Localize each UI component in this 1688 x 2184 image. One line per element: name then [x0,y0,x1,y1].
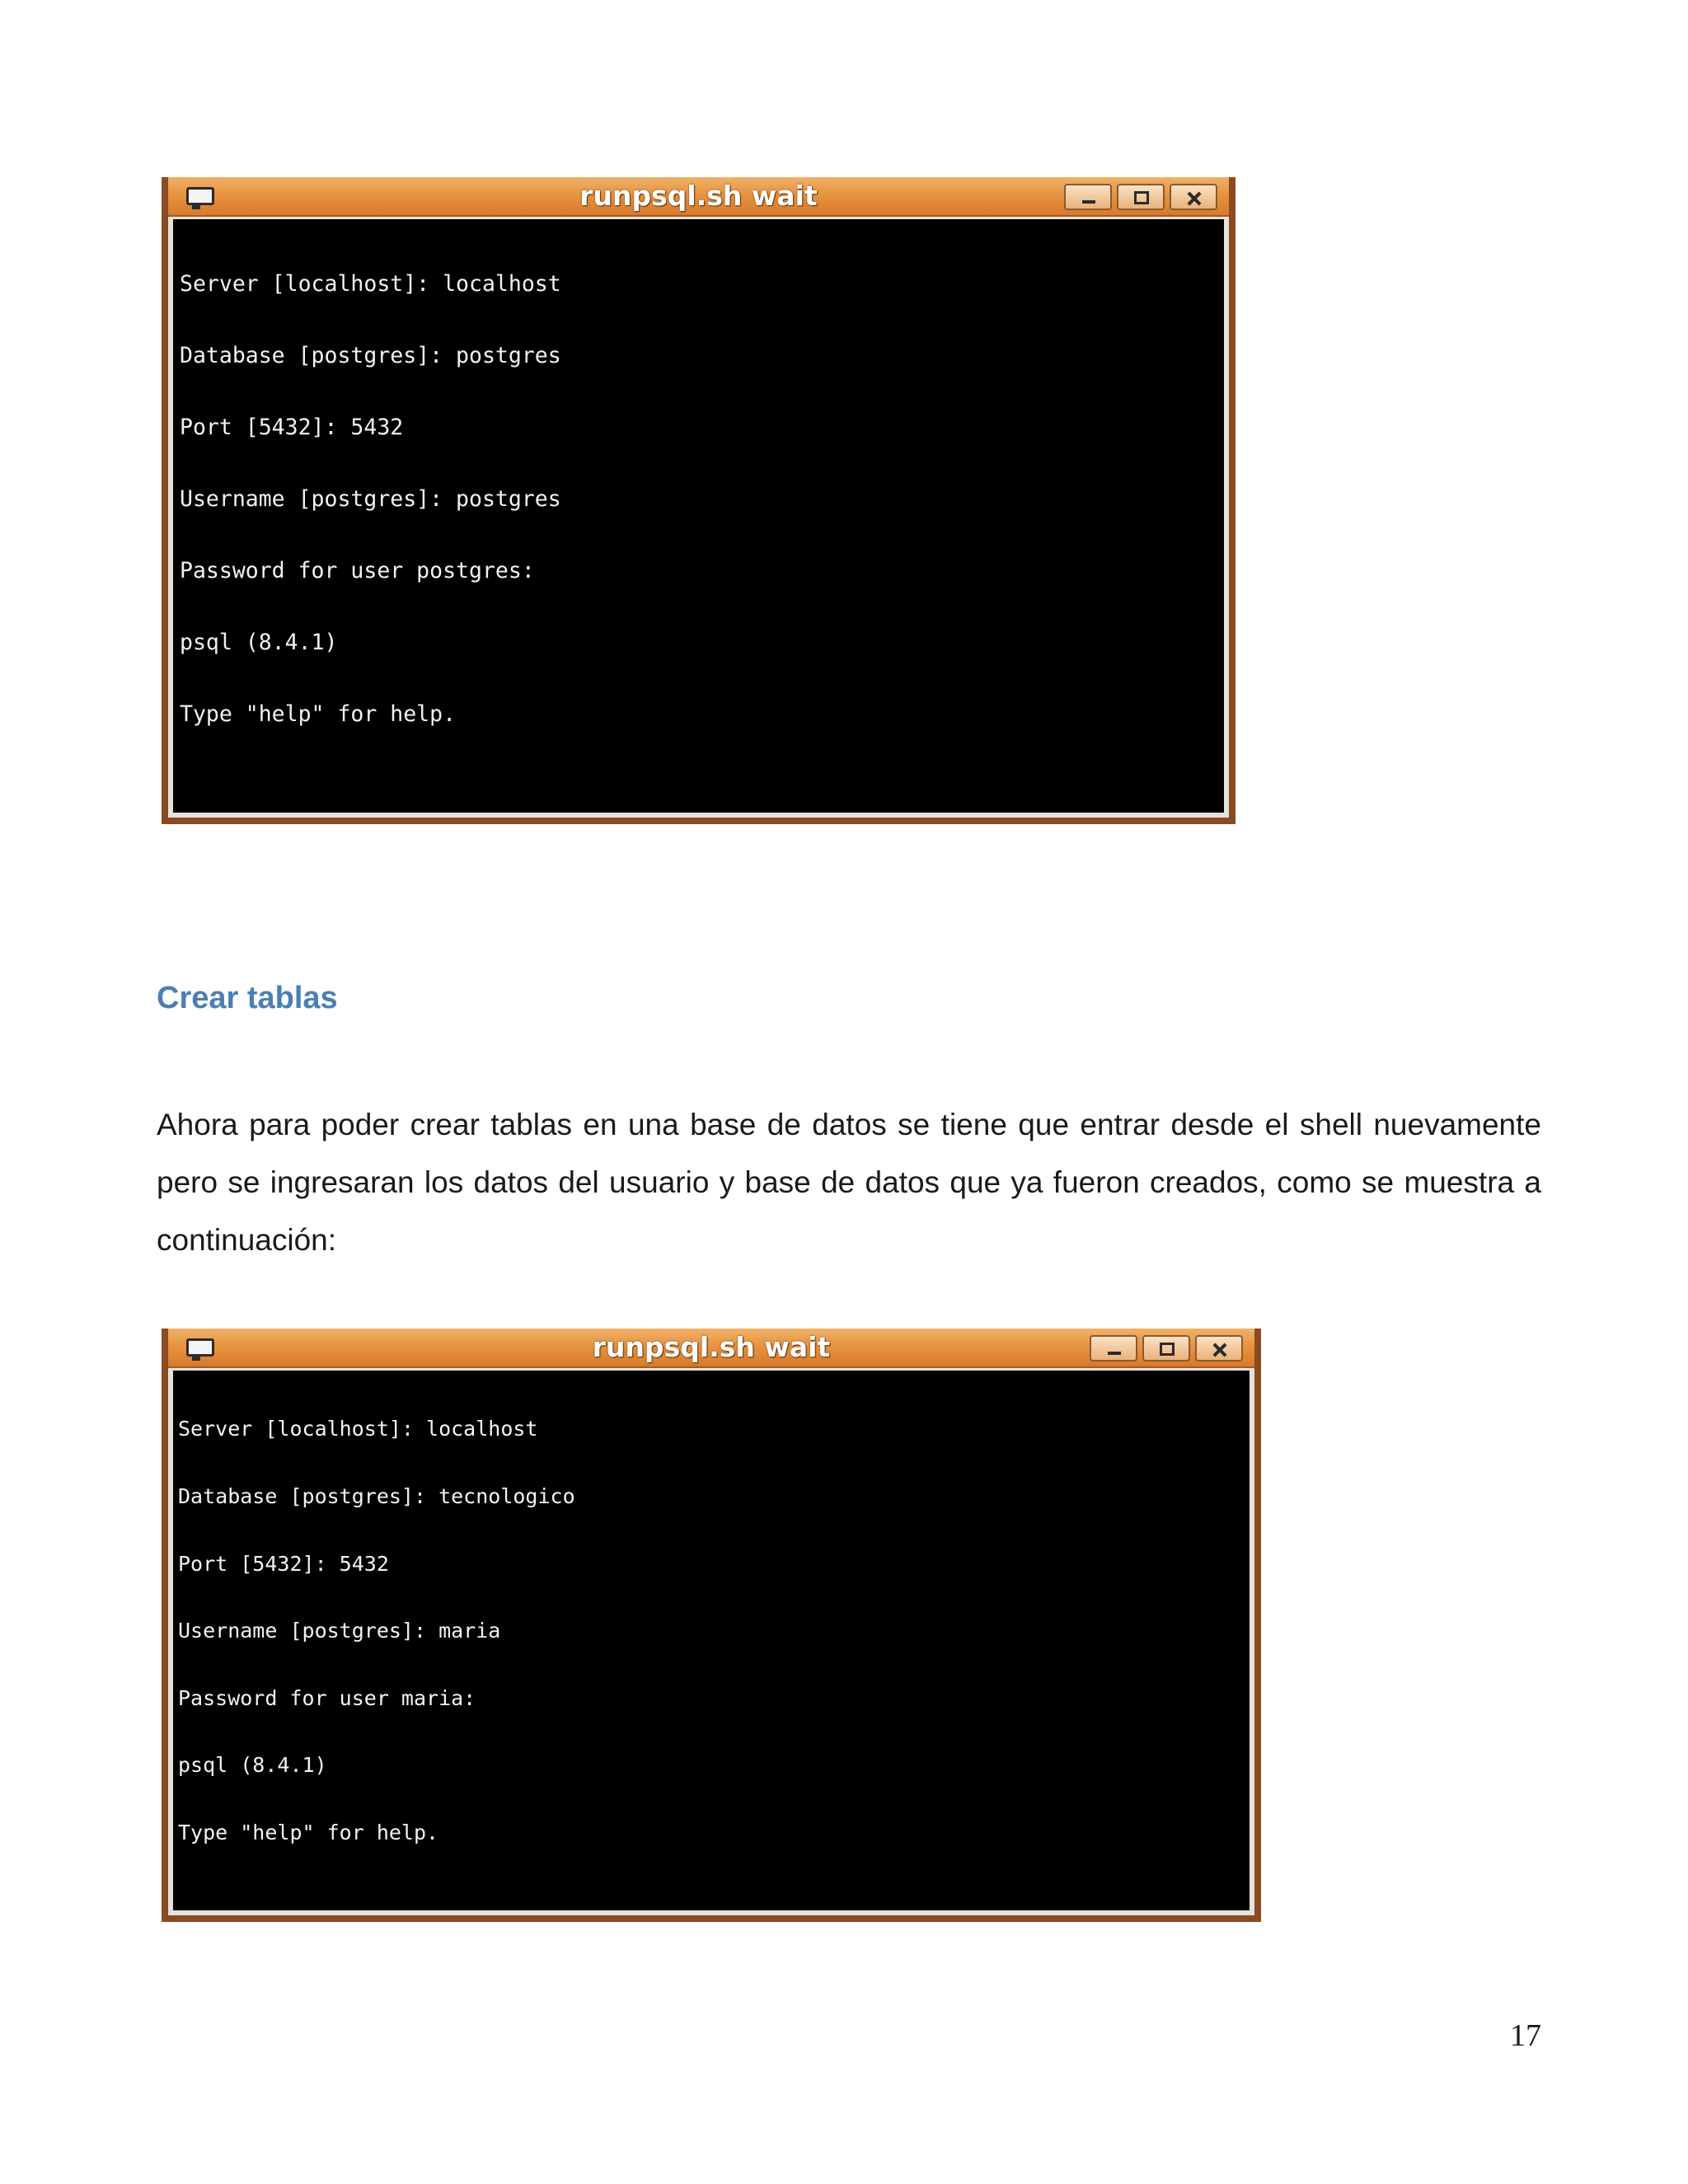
terminal-title: runpsql.sh wait [592,1331,831,1363]
terminal-window-create-database [162,177,1236,824]
terminal-titlebar[interactable] [168,1329,1254,1368]
minimize-icon[interactable] [1090,1335,1137,1361]
close-icon[interactable] [1170,184,1217,210]
terminal-output[interactable] [168,1368,1254,1915]
minimize-icon[interactable] [1064,184,1112,210]
terminal-line: Type "help" for help. [180,701,457,727]
terminal-line: Type "help" for help. [178,1820,439,1844]
terminal-line: psql (8.4.1) [180,630,338,655]
maximize-icon[interactable] [1142,1335,1190,1361]
terminal-window-login [162,1329,1261,1922]
close-icon[interactable] [1195,1335,1243,1361]
terminal-title: runpsql.sh wait [579,180,818,212]
maximize-icon[interactable] [1117,184,1165,210]
terminal-line: Username [postgres]: postgres [180,486,561,512]
terminal-line: Password for user postgres: [180,558,535,583]
terminal-line [178,1889,1245,1911]
terminal-line: Database [postgres]: postgres [180,343,561,368]
terminal-titlebar[interactable] [168,177,1229,217]
section-heading: Crear tablas [157,981,338,1015]
terminal-line: psql (8.4.1) [178,1753,327,1778]
page-number: 17 [1510,2018,1541,2053]
terminal-output[interactable] [168,217,1229,818]
body-paragraph: Ahora para poder crear tablas en una base de datos se tiene que entrar desde el shell nuevamente pero se ingresaran los datos del usuario y base de datos que ya fueron creados, como se muestra a continuación: [157,1108,1541,1257]
terminal-line: Server [localhost]: localhost [178,1417,538,1441]
window-controls [1090,1335,1243,1361]
terminal-line [180,774,1217,798]
terminal-line: Database [postgres]: tecnologico [178,1484,575,1508]
terminal-line: Port [5432]: 5432 [178,1551,389,1576]
terminal-line: Port [5432]: 5432 [180,415,404,440]
terminal-line: Password for user maria: [178,1685,476,1710]
terminal-line: Server [localhost]: localhost [180,271,561,297]
window-controls [1064,184,1217,210]
terminal-line: Username [postgres]: maria [178,1619,501,1643]
